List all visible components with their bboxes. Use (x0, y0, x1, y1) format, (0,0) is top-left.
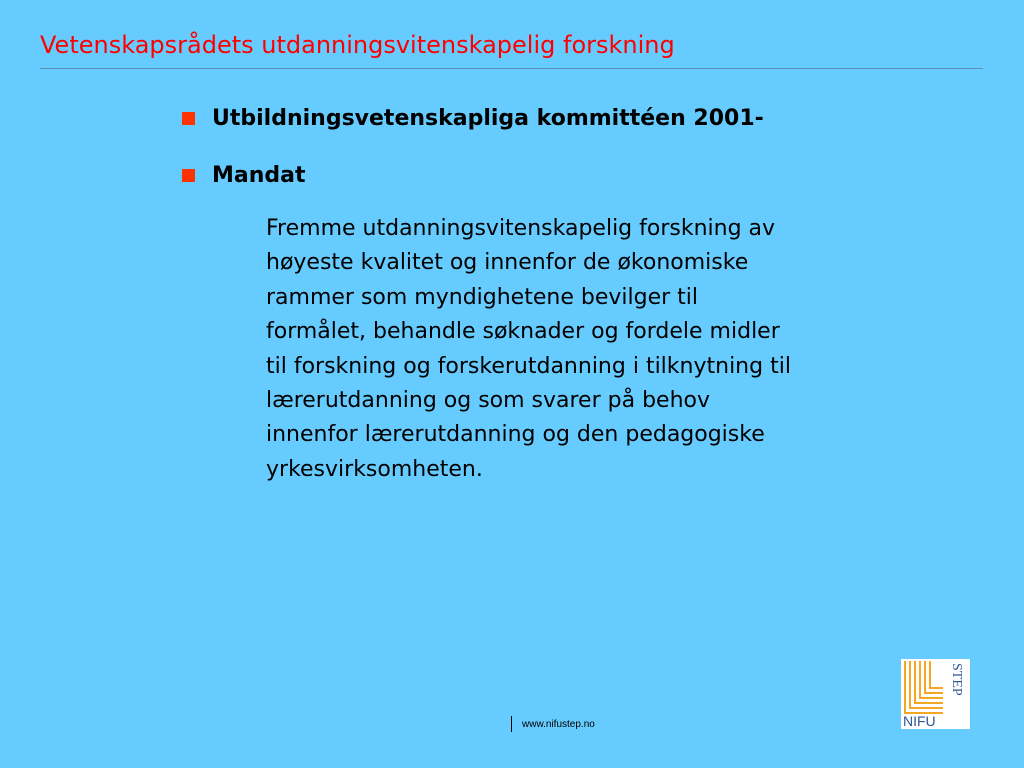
slide-title: Vetenskapsrådets utdanningsvitenskapelig forskning (40, 31, 675, 59)
title-divider (40, 68, 983, 69)
bullet-square-icon (182, 112, 195, 125)
footer-url[interactable]: www.nifustep.no (522, 718, 595, 730)
logo-text-nifu: NIFU (903, 713, 936, 729)
mandate-line: Fremme utdanningsvitenskapelig forskning av (266, 216, 776, 241)
mandate-line: rammer som myndighetene bevilger til (266, 284, 698, 310)
mandate-line: høyeste kvalitet og innenfor de økonomiske (266, 250, 749, 276)
bullet-square-icon (182, 169, 195, 182)
footer (511, 716, 595, 732)
mandate-line: formålet, behandle søknader og fordele midler (266, 319, 780, 345)
bullet-text-1: Utbildningsvetenskapliga kommittéen 2001- (212, 106, 764, 131)
bullet-text-2: Mandat (212, 163, 306, 188)
mandate-line: lærerutdanning og som svarer på behov (266, 388, 710, 414)
mandate-paragraph (266, 212, 966, 487)
footer-divider (511, 716, 512, 732)
bullet-item-2 (182, 163, 306, 188)
logo-text-step: STEP (949, 663, 964, 696)
mandate-line: yrkesvirksomheten. (266, 456, 483, 482)
bullet-item-1 (182, 106, 764, 131)
mandate-line: til forskning og forskerutdanning i tilknytning til (266, 353, 791, 379)
mandate-line: innenfor lærerutdanning og den pedagogiske (266, 422, 765, 448)
nifu-step-logo-icon (901, 659, 970, 729)
